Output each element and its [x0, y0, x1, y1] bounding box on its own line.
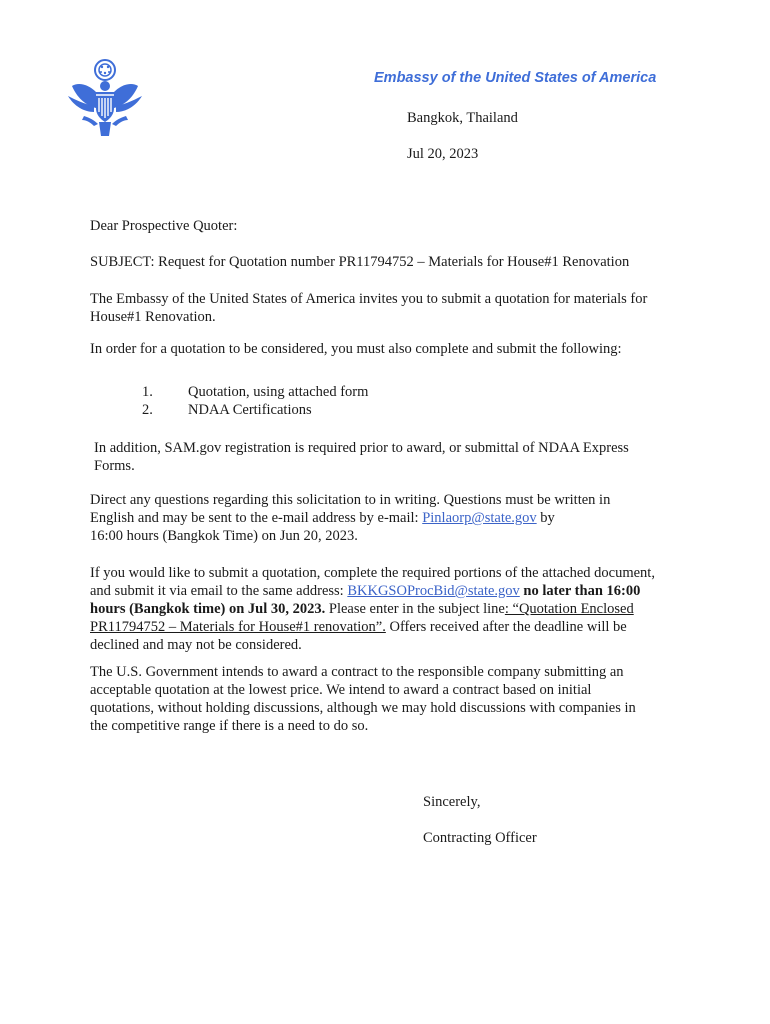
embassy-name: Embassy of the United States of America — [374, 70, 657, 86]
letter-city: Bangkok, Thailand — [407, 110, 518, 126]
subject-line: SUBJECT: Request for Quotation number PR11794752 – Materials for House#1 Renovation — [90, 254, 630, 270]
valediction: Sincerely, — [423, 794, 481, 810]
submission-paragraph — [90, 564, 655, 654]
list-item-number: 1. — [142, 384, 153, 400]
requirements-intro: In order for a quotation to be considered, you must also complete and submit the following: — [90, 341, 622, 357]
award-line-2: acceptable quotation at the lowest price. We intend to award a contract based on initial — [90, 682, 592, 698]
list-item-text: NDAA Certifications — [188, 402, 312, 418]
deadline-text: no later than 16:00 — [519, 583, 641, 599]
questions-line-1: Direct any questions regarding this solicitation to in writing. Questions must be written in — [90, 492, 611, 508]
submission-line-4: PR11794752 – Materials for House#1 renovation”. Offers received after the deadline will be — [90, 619, 627, 635]
letter-date: Jul 20, 2023 — [407, 146, 479, 162]
sam-paragraph — [94, 439, 629, 475]
intro-line-2: House#1 Renovation. — [90, 309, 216, 325]
award-line-1: The U.S. Government intends to award a contract to the responsible company submitting an — [90, 664, 624, 680]
award-line-4: the competitive range if there is a need to do so. — [90, 718, 369, 734]
sam-line-2: Forms. — [94, 458, 135, 474]
bid-email-link[interactable]: BKKGSOProcBid@state.gov — [347, 583, 520, 599]
subject-instruction: PR11794752 – Materials for House#1 renovation”. — [90, 619, 386, 635]
award-paragraph — [90, 663, 636, 735]
submission-line-2: and submit it via email to the same address: BKKGSOProcBid@state.gov no later than 16:00 — [90, 583, 641, 599]
great-seal-icon — [66, 56, 144, 138]
questions-line-2: English and may be sent to the e-mail address by e-mail: Pinlaorp@state.gov by — [90, 510, 555, 526]
subject-instruction: : “Quotation Enclosed — [504, 601, 634, 617]
list-item-text: Quotation, using attached form — [188, 384, 369, 400]
submission-line-5: declined and may not be considered. — [90, 637, 302, 653]
salutation: Dear Prospective Quoter: — [90, 218, 238, 234]
intro-line-1: The Embassy of the United States of America invites you to submit a quotation for materials for — [90, 291, 648, 307]
submission-line-1: If you would like to submit a quotation, complete the required portions of the attached document, — [90, 565, 655, 581]
questions-paragraph — [90, 491, 610, 545]
sam-line-1: In addition, SAM.gov registration is required prior to award, or submittal of NDAA Express — [94, 440, 629, 456]
signer-title: Contracting Officer — [423, 830, 537, 846]
questions-line-3: 16:00 hours (Bangkok Time) on Jun 20, 2023. — [90, 528, 358, 544]
contact-email-link[interactable]: Pinlaorp@state.gov — [422, 510, 537, 526]
list-item-number: 2. — [142, 402, 153, 418]
submission-line-3: hours (Bangkok time) on Jul 30, 2023. Please enter in the subject line: “Quotation Enclosed — [90, 601, 634, 617]
intro-paragraph — [90, 290, 647, 326]
award-line-3: quotations, without holding discussions, although we may hold discussions with companies in — [90, 700, 636, 716]
deadline-text: hours (Bangkok time) on Jul 30, 2023. — [90, 601, 326, 617]
